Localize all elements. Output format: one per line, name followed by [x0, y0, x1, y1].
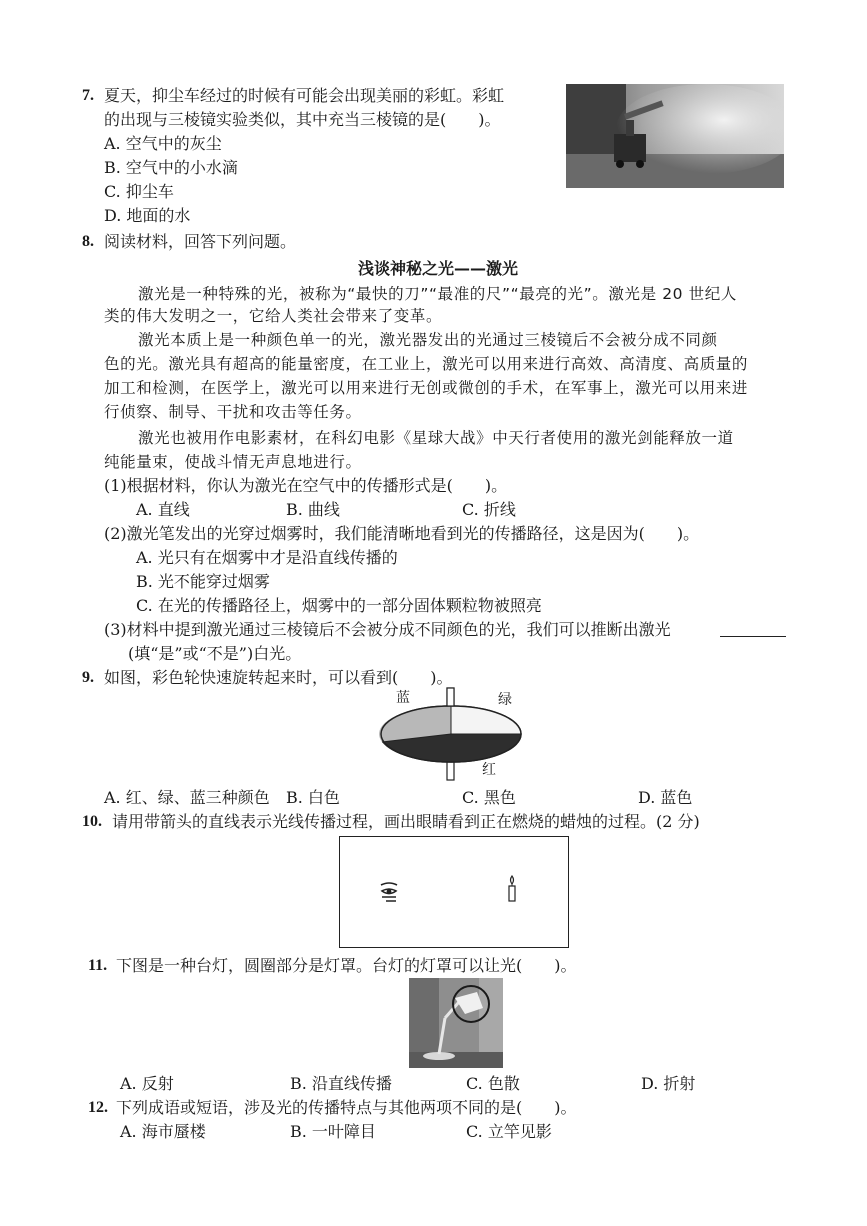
q11-stem: 下图是一种台灯，圆圈部分是灯罩。台灯的灯罩可以让光( )。: [116, 956, 577, 975]
q7-number: 7.: [82, 87, 94, 104]
q8-sub3-line1: (3)材料中提到激光通过三棱镜后不会被分成不同颜色的光，我们可以推断出激光: [104, 620, 671, 639]
q8-sub3-answer-blank[interactable]: [720, 636, 786, 637]
q9-option-d: D. 蓝色: [638, 788, 693, 807]
q12-option-b: B. 一叶障目: [290, 1122, 376, 1141]
q7-option-b: B. 空气中的小水滴: [104, 158, 238, 177]
burning-candle-icon: [506, 875, 518, 903]
q11-option-a: A. 反射: [120, 1074, 174, 1093]
q8-sub1-option-a: A. 直线: [136, 500, 190, 519]
q7-option-d: D. 地面的水: [104, 206, 191, 225]
passage-p2-line2: 色的光。激光具有超高的能量密度，在工业上，激光可以用来进行高效、高清度、高质量的: [104, 355, 749, 373]
q12-stem: 下列成语或短语，涉及光的传播特点与其他两项不同的是( )。: [116, 1098, 577, 1117]
q11-option-c: C. 色散: [466, 1074, 520, 1093]
passage-p3-line2: 纯能量束，使战斗情无声息地进行。: [104, 453, 362, 471]
passage-p2-line1: 激光本质上是一种颜色单一的光，激光器发出的光通过三棱镜后不会被分成不同颜: [138, 331, 718, 349]
q9-option-b: B. 白色: [286, 788, 340, 807]
q10-stem: 请用带箭头的直线表示光线传播过程，画出眼睛看到正在燃烧的蜡烛的过程。(2 分): [112, 812, 700, 831]
drawing-answer-box[interactable]: [339, 836, 569, 948]
desk-lamp-photo: [409, 978, 503, 1068]
q9-option-a: A. 红、绿、蓝三种颜色: [104, 788, 270, 807]
q8-sub2-option-b: B. 光不能穿过烟雾: [136, 572, 270, 591]
wheel-label-green: 绿: [498, 692, 512, 708]
q8-sub1-option-c: C. 折线: [462, 500, 516, 519]
passage-p1-line2: 类的伟大发明之一，它给人类社会带来了变革。: [104, 307, 443, 325]
q11-number: 11.: [88, 957, 108, 974]
q8-sub3-line2: (填“是”或“不是”)白光。: [128, 644, 302, 663]
q8-sub2-option-c: C. 在光的传播路径上，烟雾中的一部分固体颗粒物被照亮: [136, 596, 542, 615]
passage-p3-line1: 激光也被用作电影素材，在科幻电影《星球大战》中天行者使用的激光剑能释放一道: [138, 429, 734, 447]
passage-p2-line3: 加工和检测，在医学上，激光可以用来进行无创或微创的手术，在军事上，激光可以用来进: [104, 379, 749, 397]
passage-p1-line1: 激光是一种特殊的光，被称为“最快的刀”“最准的尺”“最亮的光”。激光是 20 世纪人: [138, 285, 737, 303]
q7-stem-line2: 的出现与三棱镜实验类似，其中充当三棱镜的是( )。: [104, 110, 501, 129]
wheel-label-blue: 蓝: [396, 690, 410, 706]
q9-option-c: C. 黑色: [462, 788, 516, 807]
q8-sub1-option-b: B. 曲线: [286, 500, 340, 519]
q12-number: 12.: [88, 1099, 108, 1116]
q8-sub1-stem: (1)根据材料，你认为激光在空气中的传播形式是( )。: [104, 476, 508, 495]
q8-intro: 阅读材料，回答下列问题。: [104, 232, 297, 251]
q11-option-b: B. 沿直线传播: [290, 1074, 392, 1093]
q11-option-d: D. 折射: [641, 1074, 696, 1093]
passage-title: 浅谈神秘之光——激光: [358, 259, 519, 278]
q8-sub2-stem: (2)激光笔发出的光穿过烟雾时，我们能清晰地看到光的传播路径，这是因为( )。: [104, 524, 700, 543]
q12-option-c: C. 立竿见影: [466, 1122, 552, 1141]
dust-suppression-truck-photo: [566, 84, 784, 188]
q8-sub2-option-a: A. 光只有在烟雾中才是沿直线传播的: [136, 548, 398, 567]
q10-number: 10.: [82, 813, 102, 830]
q9-number: 9.: [82, 669, 94, 686]
eye-icon: [378, 881, 400, 905]
q9-stem: 如图，彩色轮快速旋转起来时，可以看到( )。: [104, 668, 453, 687]
q8-number: 8.: [82, 233, 94, 250]
q7-option-a: A. 空气中的灰尘: [104, 134, 222, 153]
q7-option-c: C. 抑尘车: [104, 182, 174, 201]
q12-option-a: A. 海市蜃楼: [120, 1122, 206, 1141]
wheel-label-red: 红: [482, 762, 496, 778]
passage-p2-line4: 行侦察、制导、干扰和攻击等任务。: [104, 403, 362, 421]
q7-stem-line1: 夏天，抑尘车经过的时候有可能会出现美丽的彩虹。彩虹: [104, 86, 505, 105]
